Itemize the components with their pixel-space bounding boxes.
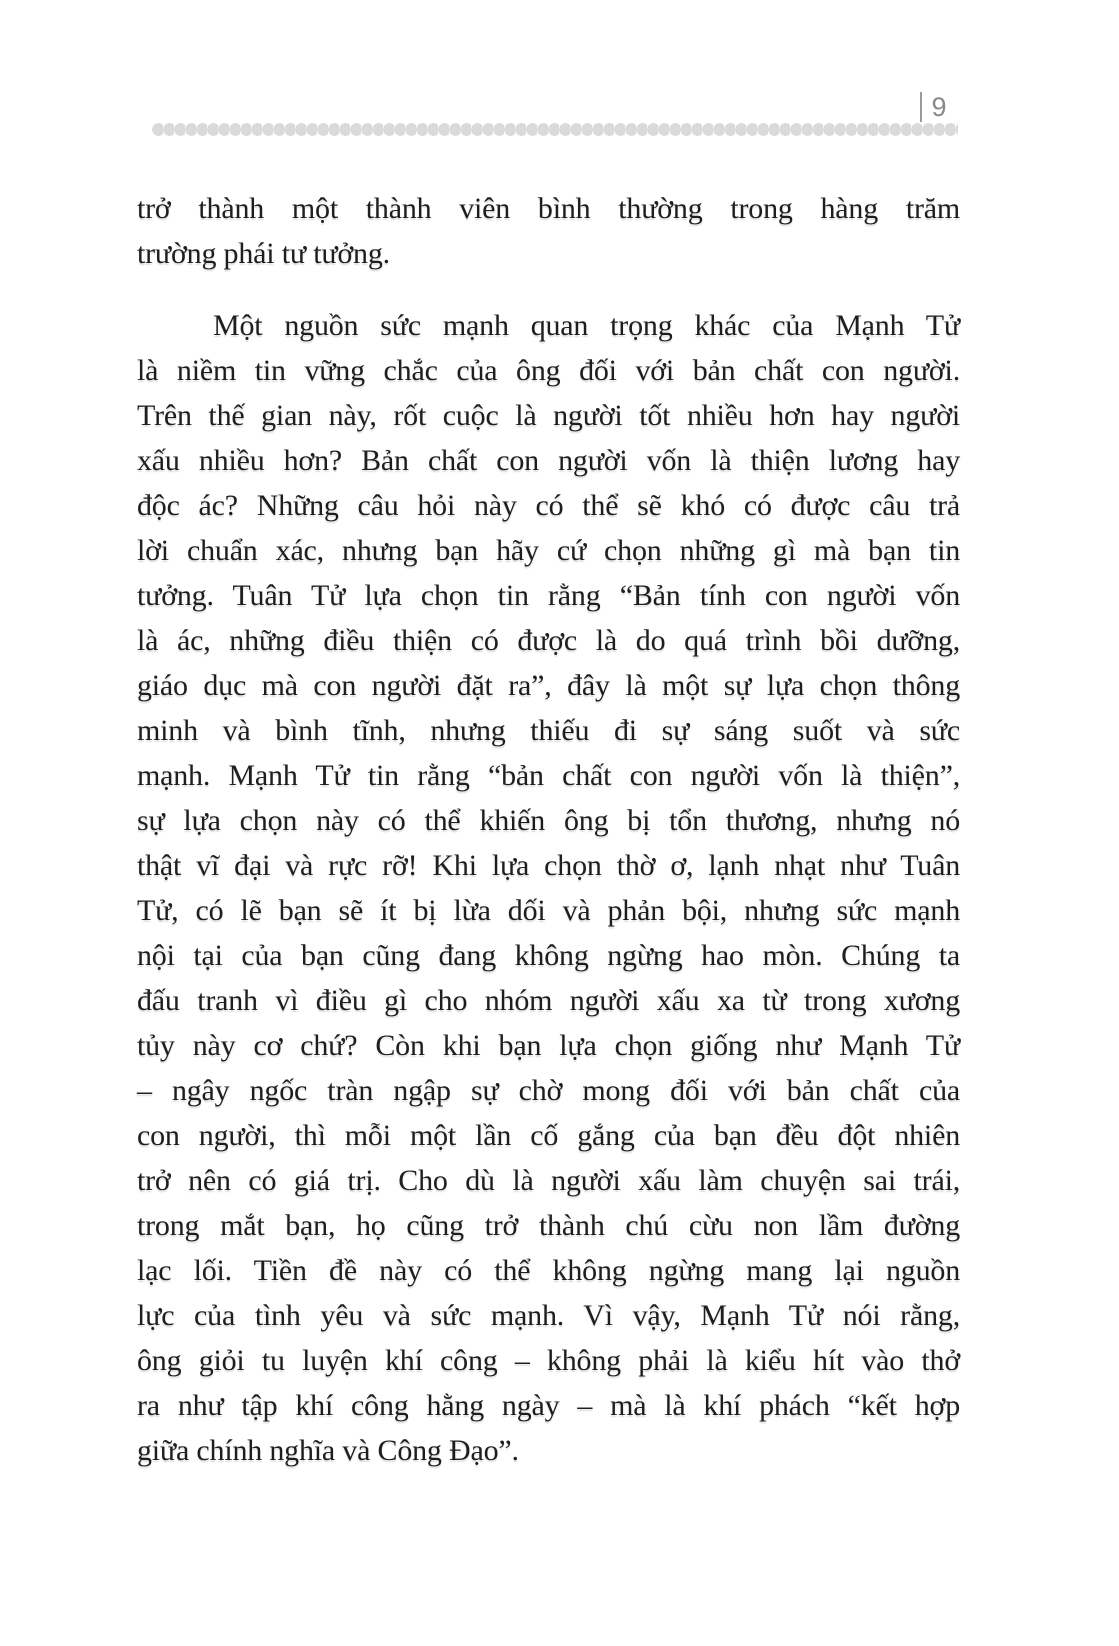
- text-line: là niềm tin vững chắc của ông đối với bản chất con người.: [137, 354, 960, 387]
- text-line: tủy này cơ chứ? Còn khi bạn lựa chọn giống như Mạnh Tử: [137, 1029, 960, 1062]
- text-line: lạc lối. Tiền đề này có thể không ngừng mang lại nguồn: [137, 1254, 960, 1287]
- text-line: là ác, những điều thiện có được là do quá trình bồi dưỡng,: [137, 624, 960, 657]
- text-line: tưởng. Tuân Tử lựa chọn tin rằng “Bản tính con người vốn: [137, 579, 960, 612]
- running-head: [920, 92, 947, 122]
- text-line: lực của tình yêu và sức mạnh. Vì vậy, Mạnh Tử nói rằng,: [137, 1299, 960, 1332]
- text-line: ra như tập khí công hằng ngày – mà là khí phách “kết hợp: [137, 1389, 960, 1422]
- text-line: Tử, có lẽ bạn sẽ ít bị lừa dối và phản bội, nhưng sức mạnh: [137, 894, 960, 927]
- text-line: Một nguồn sức mạnh quan trọng khác của Mạnh Tử: [213, 309, 960, 342]
- text-line: lời chuẩn xác, nhưng bạn hãy cứ chọn những gì mà bạn tin: [137, 534, 960, 567]
- text-line: Trên thế gian này, rốt cuộc là người tốt nhiều hơn hay người: [137, 399, 960, 432]
- text-line: trở thành một thành viên bình thường trong hàng trăm: [137, 192, 960, 225]
- page-number: 9: [931, 91, 947, 122]
- page-number-divider: [920, 92, 922, 122]
- text-line: trường phái tư tưởng.: [137, 237, 390, 270]
- text-line: sự lựa chọn này có thể khiến ông bị tổn thương, nhưng nó: [137, 804, 960, 837]
- paragraph: [137, 303, 960, 1473]
- text-line: ông giỏi tu luyện khí công – không phải là kiểu hít vào thở: [137, 1344, 960, 1377]
- text-line: trong mắt bạn, họ cũng trở thành chú cừu non lầm đường: [137, 1209, 960, 1242]
- text-line: độc ác? Những câu hỏi này có thể sẽ khó có được câu trả: [137, 489, 960, 522]
- text-line: thật vĩ đại và rực rỡ! Khi lựa chọn thờ ơ, lạnh nhạt như Tuân: [137, 849, 960, 882]
- text-line: đấu tranh vì điều gì cho nhóm người xấu xa từ trong xương: [137, 984, 960, 1017]
- text-line: trở nên có giá trị. Cho dù là người xấu làm chuyện sai trái,: [137, 1164, 960, 1197]
- text-line: xấu nhiều hơn? Bản chất con người vốn là thiện lương hay: [137, 444, 960, 477]
- text-line: minh và bình tĩnh, nhưng thiếu đi sự sáng suốt và sức: [137, 714, 960, 747]
- body-text: [137, 186, 960, 1473]
- paragraph: [137, 186, 960, 276]
- text-line: giữa chính nghĩa và Công Đạo”.: [137, 1434, 519, 1467]
- text-line: – ngây ngốc tràn ngập sự chờ mong đối với bản chất của: [137, 1074, 960, 1107]
- text-line: giáo dục mà con người đặt ra”, đây là một sự lựa chọn thông: [137, 669, 960, 702]
- text-line: con người, thì mỗi một lần cố gắng của bạn đều đột nhiên: [137, 1119, 960, 1152]
- beaded-divider: [152, 123, 958, 136]
- text-line: nội tại của bạn cũng đang không ngừng hao mòn. Chúng ta: [137, 939, 960, 972]
- text-line: mạnh. Mạnh Tử tin rằng “bản chất con người vốn là thiện”,: [137, 759, 960, 792]
